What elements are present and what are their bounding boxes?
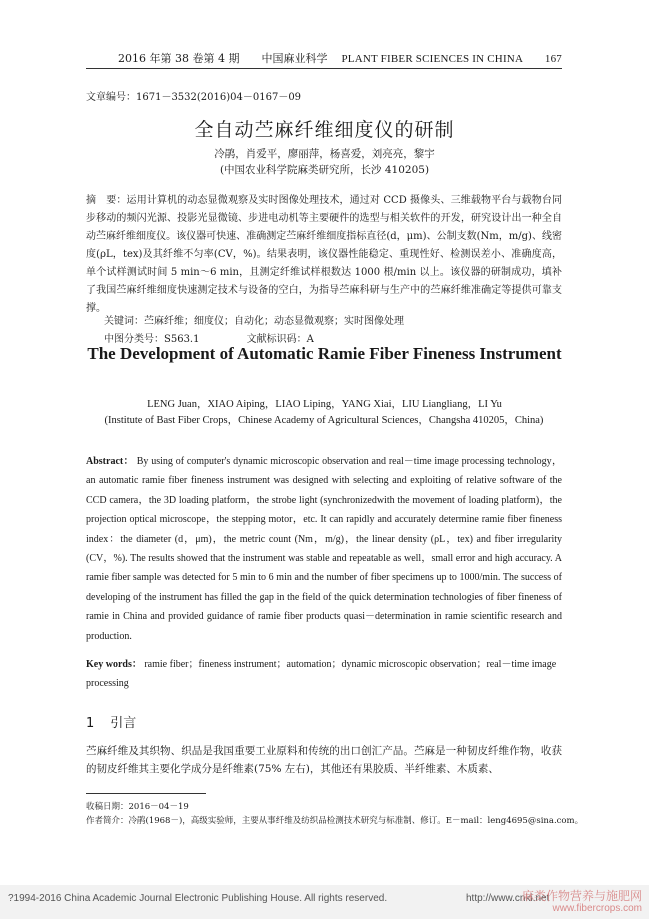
abstract-chinese: 摘 要：运用计算机的动态显微观察及实时图像处理技术，通过对 CCD 摄像头、三维载物平台与载物台同步移动的频闪光源、投影光显微镜、步进电动机等主要硬件的选型与相关软件的开发，研究设计出一种全自动苎麻纤维细度仪。该仪器可快速、准确测定苎麻纤维细度指标直径(d，μm)、公制支数(Nm，m/g)、线密度(ρL，tex)及其纤维不匀率(CV，%)。结果表明，该仪器性能稳定、重现性好、检测误差小、准确度高，单个试样测试时间 5 min～6 min，且测定纤维试样根数达 1000 根/min 以上。该仪器的研制成功，填补了我国苎麻纤维细度快速测定技术与设备的空白，为指导苎麻科研与生产中的苎麻纤维准确定等提供可靠支撑。 [86, 195, 562, 314]
keywords-label: Key words： [86, 659, 142, 670]
introduction-paragraph: 苎麻纤维及其织物、织品是我国重要工业原料和传统的出口创汇产品。苎麻是一种韧皮纤维作物，收获的韧皮纤维其主要化学成分是纤维素(75% 左右)，其他还有果胶质、半纤维素、木质素、 [86, 745, 562, 775]
footnote-received-date: 收稿日期：2016－04－19 [86, 802, 189, 812]
section-heading [86, 712, 136, 731]
keywords-chinese: 关键词：苎麻纤维；细度仪；自动化；动态显微观察；实时图像处理 [104, 316, 404, 327]
copyright-notice: ?1994-2016 China Academic Journal Electronic Publishing House. All rights reserved. [8, 893, 388, 904]
watermark-url: www.fibercrops.com [552, 903, 642, 914]
watermark-logo [522, 883, 646, 917]
running-header [86, 50, 562, 66]
article-number: 文章编号：1671－3532(2016)04－0167－09 [86, 92, 302, 103]
authors-english: LENG Juan，XIAO Aiping，LIAO Liping，YANG Xiai，LIU Liangliang，LI Yu [147, 399, 502, 410]
affiliation-chinese: (中国农业科学院麻类研究所，长沙 410205) [219, 164, 430, 176]
abstract-english-text: By using of computer's dynamic microscopic observation and real－time image processing technology，an automatic ramie fiber fineness instrument was designed with selecting and exploiting of relative software of the CCD camera，the 3D loading platform，the strobe light (synchronizedwith the movement of loading platform)，the projection optical microscope，the stepping motor，etc. It can rapidly and accurately determine ramie fiber fineness index：the diameter (d，μm)，the metric count (Nm，m/g)，the linear density (ρL，tex) and fiber irregularity (CV，%). The results showed that the instrument was stable and repeatable as well，small error and high accuracy. A ramie fiber sample was detected for 5 min to 6 min and the number of fiber specimens up to 1000/min. The success of developing of the instrument has filled the gap in the field of the quick determination technologies of fiber fineness of ramie in China and provided guidance of ramie fiber products quasi－determination in ramie scientific research and production. [86, 456, 563, 642]
document-code: 文献标识码：A [246, 334, 314, 345]
site-link[interactable]: http://www.cnki.net [466, 893, 550, 904]
title-chinese: 全自动苎麻纤维细度仪的研制 [194, 119, 455, 141]
section-number: 1 [86, 716, 95, 731]
keywords-english-text: ramie fiber；fineness instrument；automation；dynamic microscopic observation；real－time image processing [86, 659, 557, 690]
footnote-rule [86, 793, 206, 794]
header-journal-issue: 2016 年第 38 卷第 4 期 中国麻业科学 [118, 52, 328, 65]
affiliation-english: (Institute of Bast Fiber Crops，Chinese Academy of Agricultural Sciences，Changsha 410205，China) [104, 415, 544, 426]
authors-chinese: 冷鹃，肖爱平，廖丽萍，杨喜爱，刘亮亮，黎宇 [214, 148, 435, 160]
footnote-author-bio: 作者简介：冷鹃(1968－)，高级实验师，主要从事纤维及纺织品检测技术研究与标准制、修订。E－mail：leng4695@sina.com。 [86, 816, 584, 826]
header-rule [86, 68, 562, 69]
title-english: The Development of Automatic Ramie Fiber Fineness Instrument [87, 344, 562, 363]
watermark-text: 麻类作物营养与施肥网 [521, 889, 642, 903]
class-number: 中图分类号：S563.1 [104, 334, 200, 345]
keywords-english [86, 655, 562, 694]
header-journal-en-page: PLANT FIBER SCIENCES IN CHINA 167 [341, 53, 562, 65]
abstract-english [86, 452, 562, 646]
abstract-label: Abstract： [86, 456, 134, 467]
section-title: 引言 [110, 716, 137, 731]
